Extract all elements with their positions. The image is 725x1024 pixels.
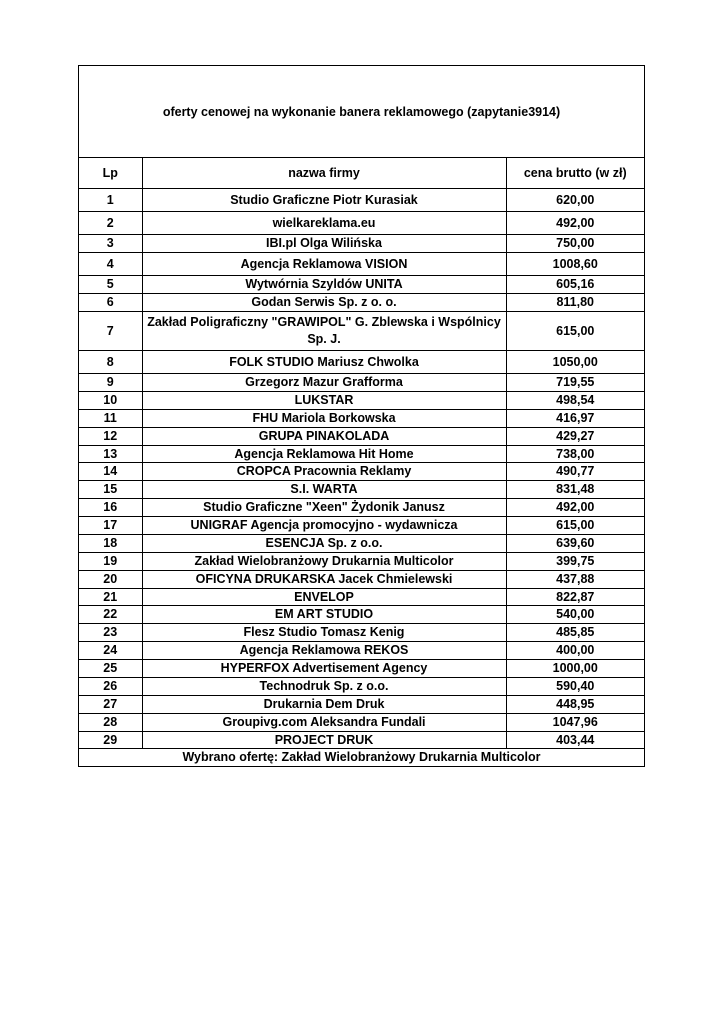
table-row [79, 481, 644, 499]
row-price: 448,95 [506, 695, 644, 713]
row-lp: 7 [79, 312, 142, 351]
selected-offer-note: Wybrano ofertę: Zakład Wielobranżowy Drukarnia Multicolor [79, 749, 644, 767]
header-company-name: nazwa firmy [142, 158, 506, 189]
table-row [79, 570, 644, 588]
offer-sheet [78, 65, 645, 767]
row-lp: 17 [79, 517, 142, 535]
row-lp: 16 [79, 499, 142, 517]
row-lp: 25 [79, 660, 142, 678]
row-lp: 6 [79, 294, 142, 312]
row-company-name: Flesz Studio Tomasz Kenig [142, 624, 506, 642]
row-company-name: OFICYNA DRUKARSKA Jacek Chmielewski [142, 570, 506, 588]
row-company-name: Zakład Wielobranżowy Drukarnia Multicolor [142, 552, 506, 570]
row-lp: 8 [79, 351, 142, 374]
row-price: 719,55 [506, 374, 644, 392]
table-row [79, 253, 644, 276]
row-company-name: FOLK STUDIO Mariusz Chwolka [142, 351, 506, 374]
row-lp: 20 [79, 570, 142, 588]
row-price: 615,00 [506, 517, 644, 535]
table-row [79, 588, 644, 606]
row-company-name: Wytwórnia Szyldów UNITA [142, 276, 506, 294]
table-row [79, 445, 644, 463]
table-row [79, 713, 644, 731]
row-price: 540,00 [506, 606, 644, 624]
row-lp: 22 [79, 606, 142, 624]
header-lp: Lp [79, 158, 142, 189]
row-company-name: EM ART STUDIO [142, 606, 506, 624]
table-row [79, 695, 644, 713]
table-row [79, 463, 644, 481]
table-row [79, 552, 644, 570]
row-lp: 18 [79, 534, 142, 552]
row-company-name: FHU Mariola Borkowska [142, 409, 506, 427]
row-price: 1050,00 [506, 351, 644, 374]
row-price: 485,85 [506, 624, 644, 642]
row-company-name: UNIGRAF Agencja promocyjno - wydawnicza [142, 517, 506, 535]
row-price: 437,88 [506, 570, 644, 588]
row-price: 403,44 [506, 731, 644, 749]
row-lp: 5 [79, 276, 142, 294]
row-price: 1047,96 [506, 713, 644, 731]
table-row [79, 427, 644, 445]
table-row [79, 677, 644, 695]
row-price: 492,00 [506, 499, 644, 517]
row-company-name: Groupivg.com Aleksandra Fundali [142, 713, 506, 731]
row-lp: 26 [79, 677, 142, 695]
row-price: 429,27 [506, 427, 644, 445]
table-row [79, 276, 644, 294]
row-price: 399,75 [506, 552, 644, 570]
row-company-name: Godan Serwis Sp. z o. o. [142, 294, 506, 312]
row-lp: 28 [79, 713, 142, 731]
row-lp: 21 [79, 588, 142, 606]
row-lp: 9 [79, 374, 142, 392]
table-row [79, 409, 644, 427]
row-price: 490,77 [506, 463, 644, 481]
document-title: oferty cenowej na wykonanie banera reklamowego (zapytanie3914) [79, 66, 644, 158]
table-row [79, 391, 644, 409]
selected-offer-row [79, 749, 644, 767]
row-lp: 11 [79, 409, 142, 427]
row-lp: 14 [79, 463, 142, 481]
row-company-name: Agencja Reklamowa VISION [142, 253, 506, 276]
row-price: 831,48 [506, 481, 644, 499]
table-row [79, 312, 644, 351]
table-row [79, 731, 644, 749]
table-row [79, 499, 644, 517]
row-lp: 29 [79, 731, 142, 749]
row-price: 811,80 [506, 294, 644, 312]
row-price: 416,97 [506, 409, 644, 427]
row-company-name: Studio Graficzne "Xeen" Żydonik Janusz [142, 499, 506, 517]
row-company-name: S.I. WARTA [142, 481, 506, 499]
row-price: 620,00 [506, 189, 644, 212]
row-company-name: wielkareklama.eu [142, 212, 506, 235]
row-company-name: Studio Graficzne Piotr Kurasiak [142, 189, 506, 212]
row-price: 750,00 [506, 235, 644, 253]
row-lp: 19 [79, 552, 142, 570]
row-lp: 27 [79, 695, 142, 713]
row-company-name: Agencja Reklamowa Hit Home [142, 445, 506, 463]
table-row [79, 624, 644, 642]
table-row [79, 235, 644, 253]
row-lp: 24 [79, 642, 142, 660]
row-price: 738,00 [506, 445, 644, 463]
row-lp: 12 [79, 427, 142, 445]
row-price: 1000,00 [506, 660, 644, 678]
row-company-name: PROJECT DRUK [142, 731, 506, 749]
row-company-name: Technodruk Sp. z o.o. [142, 677, 506, 695]
table-row [79, 189, 644, 212]
row-company-name: ESENCJA Sp. z o.o. [142, 534, 506, 552]
row-price: 639,60 [506, 534, 644, 552]
row-price: 605,16 [506, 276, 644, 294]
row-price: 615,00 [506, 312, 644, 351]
table-row [79, 534, 644, 552]
row-lp: 15 [79, 481, 142, 499]
row-price: 400,00 [506, 642, 644, 660]
row-company-name: Zakład Poligraficzny "GRAWIPOL" G. Zblewska i Wspólnicy Sp. J. [142, 312, 506, 351]
row-company-name: Grzegorz Mazur Grafforma [142, 374, 506, 392]
row-price: 498,54 [506, 391, 644, 409]
table-row [79, 294, 644, 312]
row-price: 822,87 [506, 588, 644, 606]
row-company-name: GRUPA PINAKOLADA [142, 427, 506, 445]
row-lp: 2 [79, 212, 142, 235]
table-row [79, 351, 644, 374]
row-price: 1008,60 [506, 253, 644, 276]
row-price: 492,00 [506, 212, 644, 235]
row-company-name: CROPCA Pracownia Reklamy [142, 463, 506, 481]
row-company-name: LUKSTAR [142, 391, 506, 409]
row-company-name: IBI.pl Olga Wilińska [142, 235, 506, 253]
row-lp: 3 [79, 235, 142, 253]
table-row [79, 642, 644, 660]
table-row [79, 606, 644, 624]
offers-table [79, 158, 644, 766]
table-row [79, 212, 644, 235]
row-lp: 4 [79, 253, 142, 276]
row-company-name: Agencja Reklamowa REKOS [142, 642, 506, 660]
row-lp: 10 [79, 391, 142, 409]
table-row [79, 517, 644, 535]
row-company-name: HYPERFOX Advertisement Agency [142, 660, 506, 678]
table-row [79, 374, 644, 392]
row-lp: 13 [79, 445, 142, 463]
table-header-row [79, 158, 644, 189]
row-lp: 1 [79, 189, 142, 212]
row-lp: 23 [79, 624, 142, 642]
row-company-name: Drukarnia Dem Druk [142, 695, 506, 713]
header-gross-price: cena brutto (w zł) [506, 158, 644, 189]
table-row [79, 660, 644, 678]
row-company-name: ENVELOP [142, 588, 506, 606]
row-price: 590,40 [506, 677, 644, 695]
